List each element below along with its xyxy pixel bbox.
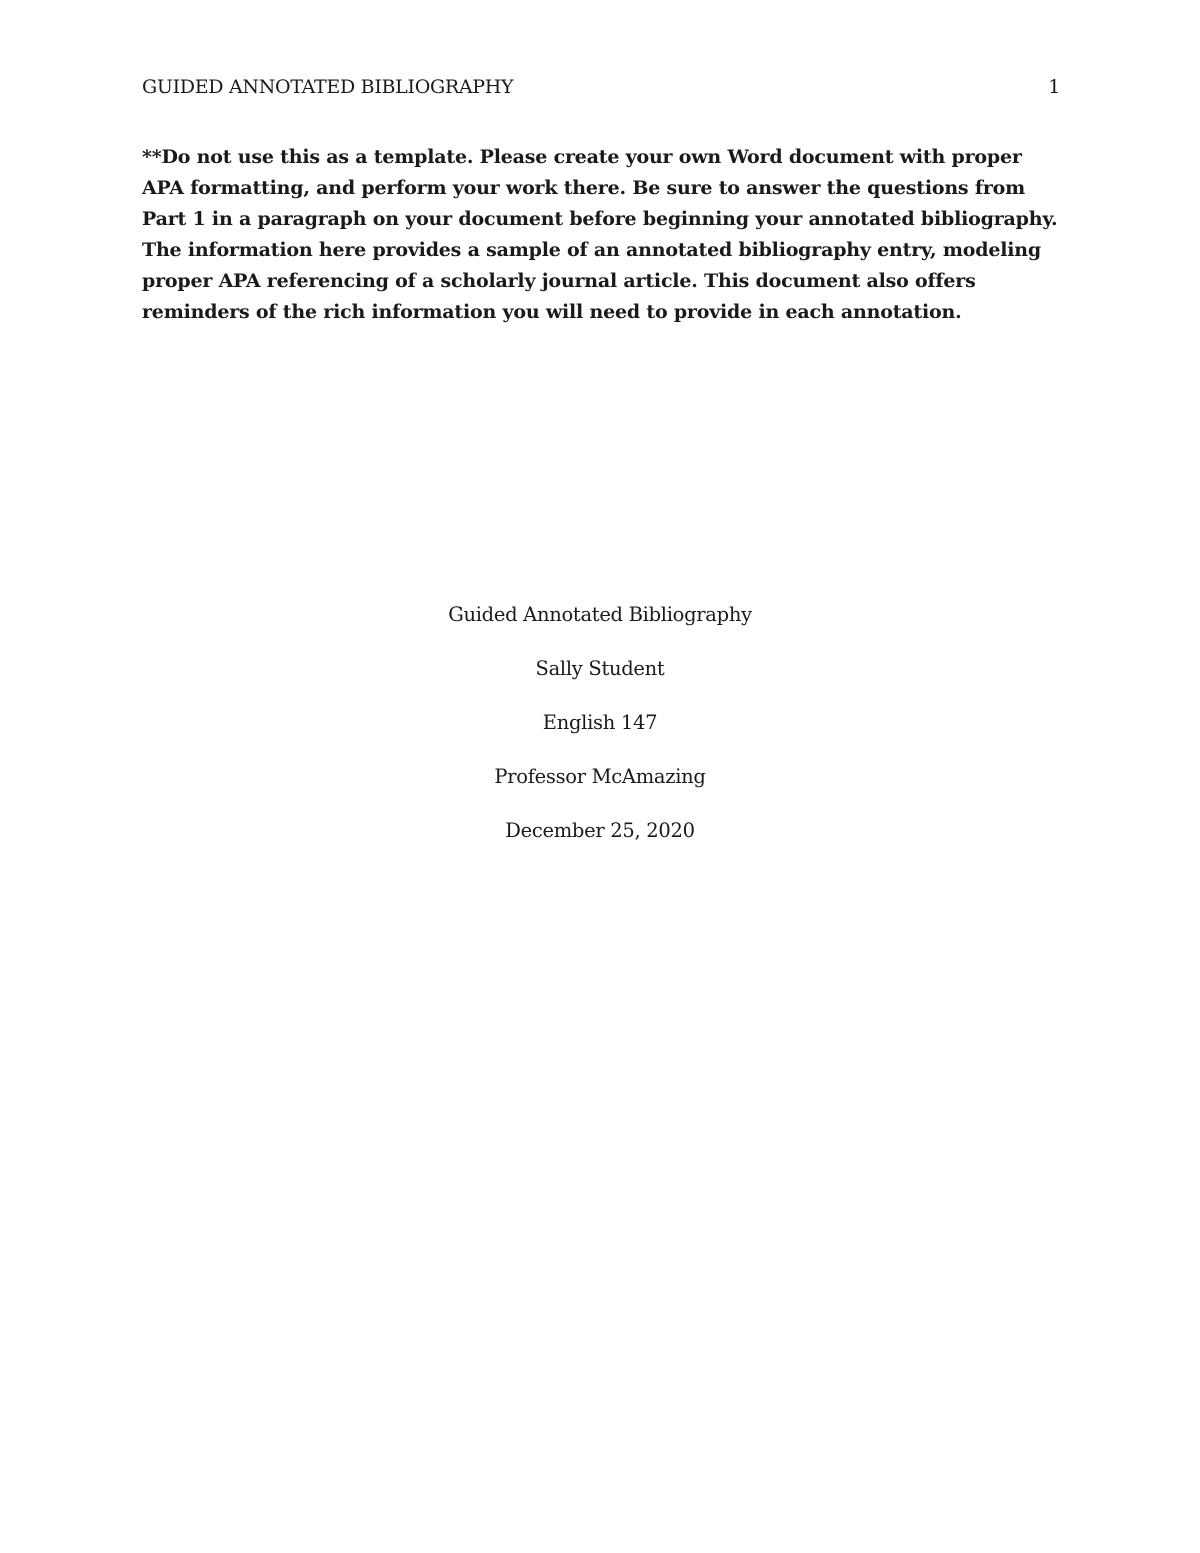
instruction-notice: **Do not use this as a template. Please create your own Word document with proper APA formatting, and perform your work there. Be sure to answer the questions from Part 1 in a paragraph on your document before beginning your annotated bibliography. The information here provides a sample of an annotated bibliography entry, modeling proper APA referencing of a scholarly journal article. This document also offers reminders of the rich information you will need to provide in each annotation. — [142, 146, 1058, 323]
title-page-block — [0, 600, 1200, 870]
page-number: 1 — [1048, 76, 1060, 98]
author-name: Sally Student — [535, 657, 665, 680]
running-head — [142, 74, 1060, 100]
course-name: English 147 — [542, 711, 658, 734]
paper-title: Guided Annotated Bibliography — [448, 603, 752, 626]
submission-date: December 25, 2020 — [505, 819, 695, 842]
instructor-name: Professor McAmazing — [494, 765, 706, 788]
running-head-title: GUIDED ANNOTATED BIBLIOGRAPHY — [142, 76, 514, 98]
